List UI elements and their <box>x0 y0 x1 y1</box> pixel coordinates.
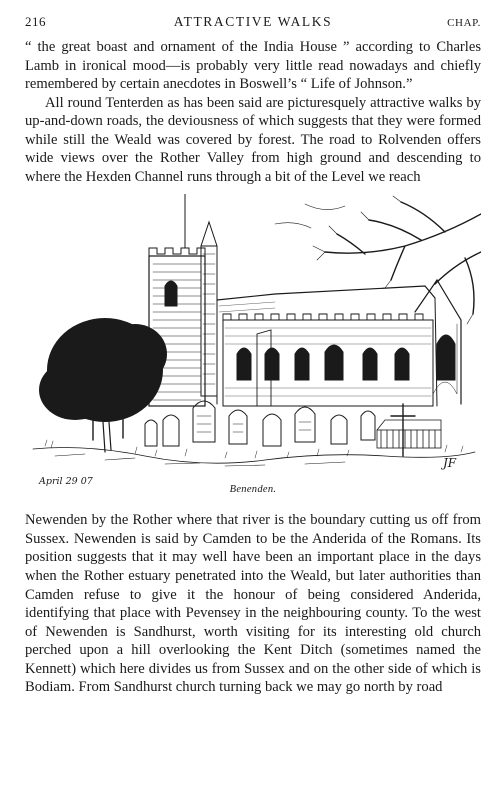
chapter-mark: CHAP. <box>447 17 481 29</box>
paragraph-3: Newenden by the Rother where that river is the boundary cutting us off from Sussex. Newenden is said by Camden to be the Anderida of the Romans. Its position suggests that it may well have been an important place in the days when the Rother estuary penetrated into the Weald, but later authorities than Camden refuse to give it the honour of being considered Anderida, identifying that place with Pevensey in the neighbouring county. To the west of Newenden is Sandhurst, worth visiting for its interesting old church perched upon a hill overlooking the Kent Ditch (sometimes named the Kennett) which here divides us from Sussex and on the other side of which is Bodiam. From Sandhurst church turning back we may go north by road <box>25 512 481 696</box>
artist-signature: April 29 07 <box>39 476 93 488</box>
paragraph-1: “ the great boast and ornament of the India House ” according to Charles Lamb in ironical mood—is probably very little read nowadays and chiefly remembered by certain anecdotes in Boswell’s “ Life of Johnson.” <box>25 39 481 93</box>
running-head <box>25 14 481 32</box>
running-title: ATTRACTIVE WALKS <box>173 14 333 29</box>
artist-initials: JF <box>443 456 457 471</box>
church-sketch <box>25 194 481 484</box>
book-page <box>25 14 481 697</box>
benenden-illustration <box>25 194 481 505</box>
page-number: 216 <box>25 14 46 29</box>
paragraph-2: All round Tenterden as has been said are picturesquely attractive walks by up-and-down roads, the deviousness of which suggests that they were formed while still the Weald was covered by forest. The road to Rolvenden offers wide views over the Rother Valley from high ground and descending to where the Hexden Channel runs through a bit of the Level we reach <box>25 94 481 185</box>
figure-caption: Benenden. <box>229 484 277 496</box>
